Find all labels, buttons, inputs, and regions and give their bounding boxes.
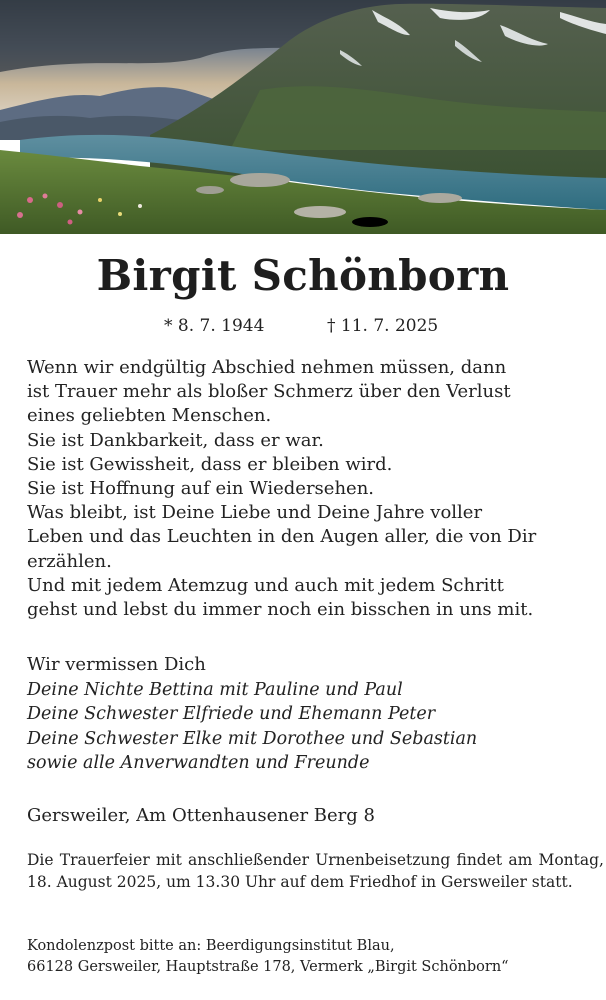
condolence-notice	[27, 936, 602, 978]
deceased-name: Birgit Schönborn	[96, 251, 510, 300]
mourner-line: sowie alle Anverwandten und Freunde	[27, 753, 370, 774]
funeral-service-notice: Die Trauerfeier mit anschließender Urnenbeisetzung findet am Montag, 18. August 2025, um 13.30 Uhr auf dem Friedhof in Gersweiler statt.	[27, 851, 604, 891]
life-dates	[0, 314, 606, 338]
memorial-poem	[27, 356, 602, 622]
poem-line: Was bleibt, ist Deine Liebe und Deine Jahre voller	[27, 502, 483, 524]
poem-line: eines geliebten Menschen.	[27, 405, 272, 427]
death-date: † 11. 7. 2025	[327, 316, 439, 336]
poem-line: ist Trauer mehr als bloßer Schmerz über den Verlust	[27, 381, 511, 403]
mourner-line: Deine Schwester Elke mit Dorothee und Sebastian	[27, 728, 478, 749]
poem-line: gehst und lebst du immer noch ein bisschen in uns mit.	[27, 599, 534, 621]
mourner-line: Deine Schwester Elfriede und Ehemann Peter	[27, 704, 436, 725]
birth-date: * 8. 7. 1944	[164, 316, 265, 336]
header-landscape-photo	[0, 0, 606, 234]
condolence-line: 66128 Gersweiler, Hauptstraße 178, Vermerk „Birgit Schönborn“	[27, 959, 509, 975]
poem-line: Sie ist Dankbarkeit, dass er war.	[27, 429, 324, 451]
poem-line: Sie ist Gewissheit, dass er bleiben wird.	[27, 453, 393, 475]
poem-line: erzählen.	[27, 550, 112, 572]
family-address: Gersweiler, Am Ottenhausener Berg 8	[27, 805, 375, 826]
poem-line: Wenn wir endgültig Abschied nehmen müssen, dann	[27, 357, 507, 378]
poem-line: Leben und das Leuchten in den Augen aller, die von Dir	[27, 526, 537, 548]
condolence-line: Kondolenzpost bitte an: Beerdigungsinstitut Blau,	[27, 938, 395, 954]
poem-line: Und mit jedem Atemzug und auch mit jedem Schritt	[27, 574, 504, 596]
mourner-line: Deine Nichte Bettina mit Pauline und Paul	[27, 680, 403, 700]
mourners-list	[27, 678, 602, 776]
poem-line: Sie ist Hoffnung auf ein Wiedersehen.	[27, 478, 375, 500]
closing-phrase: Wir vermissen Dich	[27, 654, 206, 675]
